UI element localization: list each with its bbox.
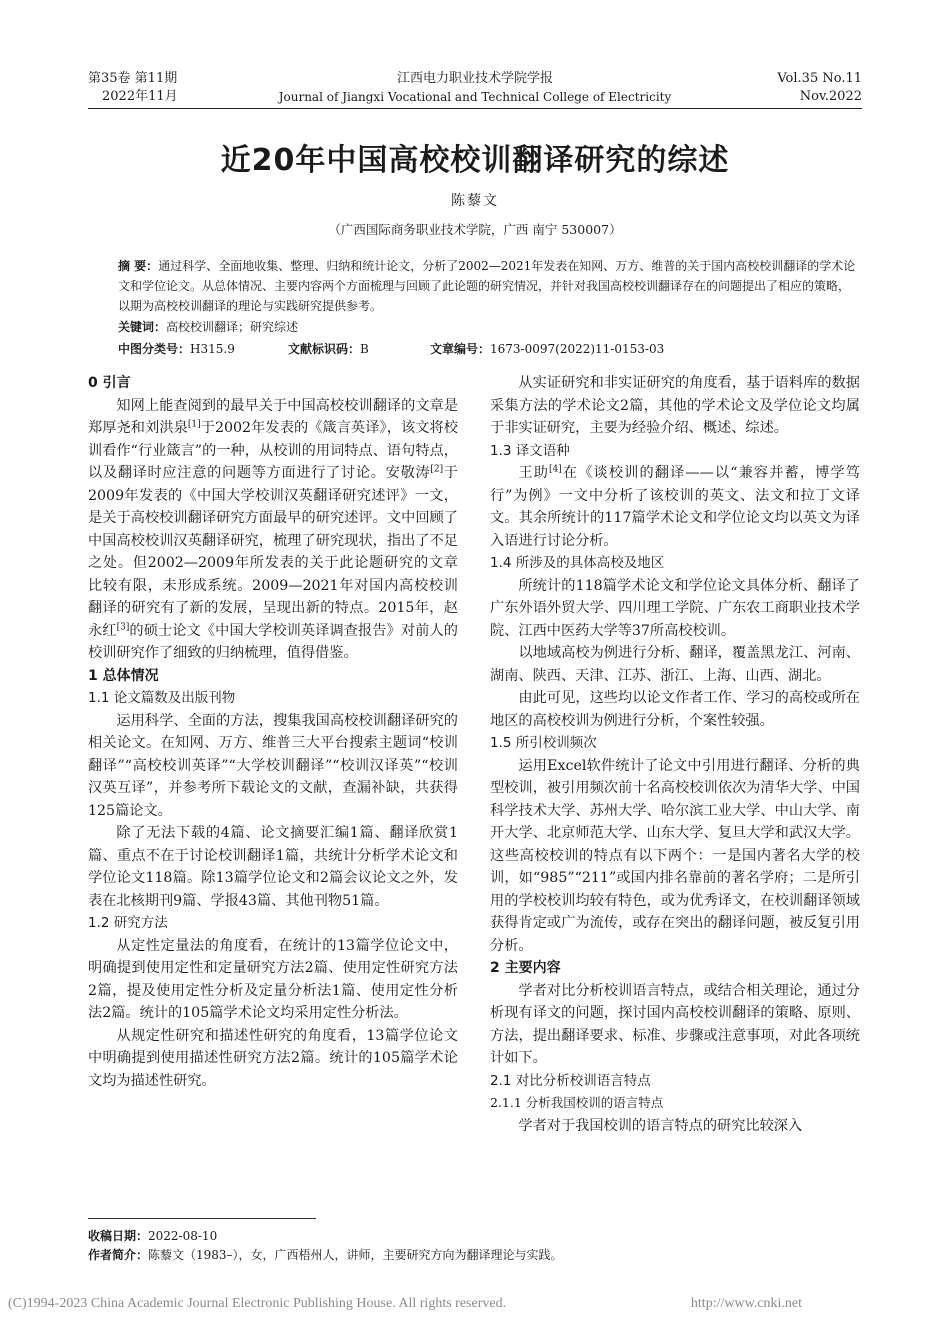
body-right-column xyxy=(490,372,860,1137)
paragraph: 除了无法下载的4篇、论文摘要汇编1篇、翻译欣赏1篇、重点不在于讨论校训翻译1篇，共统计分析学术论文和学位论文118篇。除13篇学位论文和2篇会议论文之外，发表在北核期刊9篇、学报43篇、其他刊物51篇。 xyxy=(88,825,458,909)
citation: [2] xyxy=(430,464,444,475)
section-heading: 2 主要内容 xyxy=(490,960,561,976)
copyright-text: (C)1994-2023 China Academic Journal Electronic Publishing House. All rights reserved. xyxy=(8,1296,507,1311)
paragraph: 学者对比分析校训语言特点，或结合相关理论，通过分析现有译文的问题，探讨国内高校校训翻译的策略、原则、方法，提出翻译要求、标准、步骤或注意事项，对此各项统计如下。 xyxy=(490,982,860,1066)
subsection-heading: 1.3 译文语种 xyxy=(490,442,570,459)
footnote-rule xyxy=(88,1218,316,1219)
paragraph: 运用Excel软件统计了论文中引用进行翻译、分析的典型校训，被引用频次前十名高校校训依次为清华大学、中国科学技术大学、苏州大学、哈尔滨工业大学、中山大学、南开大学、北京师范大学、山东大学、复旦大学和武汉大学。这些高校校训的特点有以下两个：一是国内著名大学的校训，如“985”“211”或国内排名靠前的著名学府；二是所引用的学校校训均较有特色，或为优秀译文，在校训翻译领域获得肯定或广为流传，或存在突出的翻译问题，被反复引用分析。 xyxy=(490,757,860,954)
bio-label: 作者简介： xyxy=(88,1248,149,1262)
article-number-label: 文章编号： xyxy=(430,342,491,356)
journal-name-en: Journal of Jiangxi Vocational and Technical College of Electricity xyxy=(278,90,672,104)
header-right xyxy=(777,70,862,106)
subsection-heading: 1.4 所涉及的具体高校及地区 xyxy=(490,555,665,571)
citation: [3] xyxy=(116,621,130,632)
date-en: Nov.2022 xyxy=(799,89,862,104)
received-date xyxy=(88,1226,217,1246)
abstract-text: 通过科学、全面地收集、整理、归纳和统计论文，分析了2002—2021年发表在知网、万方、维普的关于国内高校校训翻译的学术论文和学位论文。从总体情况、主要内容两个方面梳理与回顾了此论题的研究情况，并针对我国高校校训翻译存在的问题提出了相应的策略，以期为高校校训翻译的理论与实践研究提供参考。 xyxy=(118,259,856,313)
volume-issue-cn: 第35卷 第11期 xyxy=(88,71,178,86)
paper-title: 近20年中国高校校训翻译研究的综述 xyxy=(220,143,730,178)
author-name: 陈藜文 xyxy=(451,193,499,209)
header-rule xyxy=(88,108,862,109)
abstract-label: 摘 要： xyxy=(118,259,159,273)
header-left xyxy=(88,70,178,106)
subsection-heading: 1.2 研究方法 xyxy=(88,915,168,931)
subsection-heading: 1.5 所引校训频次 xyxy=(490,735,597,751)
clc-label: 中图分类号： xyxy=(118,342,191,356)
section-heading: 1 总体情况 xyxy=(88,667,159,684)
bio-text: 陈藜文（1983–），女，广西梧州人，讲师，主要研究方向为翻译理论与实践。 xyxy=(148,1248,563,1262)
keywords-label: 关键词： xyxy=(118,320,167,334)
received-label: 收稿日期： xyxy=(88,1229,149,1243)
author-affiliation: （广西国际商务职业技术学院，广西 南宁 530007） xyxy=(328,222,622,237)
subsection-heading: 1.1 论文篇数及出版刊物 xyxy=(88,690,236,706)
citation: [1] xyxy=(187,419,201,430)
date-cn: 2022年11月 xyxy=(102,89,178,104)
paragraph: 所统计的118篇学术论文和学位论文具体分析、翻译了广东外语外贸大学、四川理工学院、广东农工商职业技术学院、江西中医药大学等37所高校校训。 xyxy=(490,577,860,639)
article-number-value: 1673-0097(2022)11-0153-03 xyxy=(490,342,665,356)
subsection-heading: 2.1 对比分析校训语言特点 xyxy=(490,1072,651,1089)
paragraph: 以地域高校为例进行分析、翻译，覆盖黑龙江、河南、湖南、陕西、天津、江苏、浙江、上海、山西、湖北。 xyxy=(490,645,860,684)
body-left-column xyxy=(88,372,458,1092)
received-value: 2022-08-10 xyxy=(148,1229,218,1243)
paragraph: 学者对于我国校训的语言特点的研究比较深入 xyxy=(518,1117,803,1134)
journal-name-cn: 江西电力职业技术学院学报 xyxy=(396,71,553,86)
cnki-link[interactable]: http://www.cnki.net xyxy=(690,1296,802,1311)
paragraph: 运用科学、全面的方法，搜集我国高校校训翻译研究的相关论文。在知网、万方、维普三大平台搜索主题词“校训翻译”“高校校训英译”“大学校训翻译”“校训汉译英”“校训汉英互译”，并参考所下载论文的文献，查漏补缺，共获得125篇论文。 xyxy=(88,712,458,819)
paragraph: 由此可见，这些均以论文作者工作、学习的高校或所在地区的高校校训为例进行分析，个案性较强。 xyxy=(490,690,860,729)
header-center xyxy=(270,70,680,106)
section-heading: 0 引言 xyxy=(88,375,131,391)
clc-number xyxy=(118,340,235,357)
abstract xyxy=(118,256,860,316)
keywords xyxy=(118,318,298,335)
article-number xyxy=(430,340,664,357)
volume-issue-en: Vol.35 No.11 xyxy=(777,71,862,86)
subsubsection-heading: 2.1.1 分析我国校训的语言特点 xyxy=(490,1095,664,1110)
citation: [4] xyxy=(549,464,562,475)
doc-code-label: 文献标识码： xyxy=(288,342,361,356)
document-code xyxy=(288,340,369,357)
clc-value: H315.9 xyxy=(190,342,235,356)
paragraph: 从规定性研究和描述性研究的角度看，13篇学位论文中明确提到使用描述性研究方法2篇。统计的105篇学术论文均为描述性研究。 xyxy=(88,1027,458,1089)
keywords-text: 高校校训翻译；研究综述 xyxy=(166,320,299,334)
paragraph: 从定性定量法的角度看，在统计的13篇学位论文中，明确提到使用定性和定量研究方法2篇、使用定性研究方法2篇，提及使用定性分析及定量分析法1篇、使用定性分析法2篇。统计的105篇学术论文均采用定性分析法。 xyxy=(88,937,458,1021)
doc-code-value: B xyxy=(360,342,369,356)
paragraph: 知网上能查阅到的最早关于中国高校校训翻译的文章是郑厚尧和刘洪泉[1]于2002年发表的《箴言英译》，该文将校训看作“行业箴言”的一种，从校训的用词特点、语句特点，以及翻译时应注意的问题等方面进行了讨论。安敬涛[2]于2009年发表的《中国大学校训汉英翻译研究述评》一文，是关于高校校训翻译研究方面最早的研究述评。文中回顾了中国高校校训汉英翻译研究，梳理了研究现状，指出了不足之处。但2002—2009年所发表的关于此论题研究的文章比较有限，未形成系统。2009—2021年对国内高校校训翻译的研究有了新的发展，呈现出新的特点。2015年，赵永红[3]的硕士论文《中国大学校训英译调查报告》对前人的校训研究作了细致的归纳梳理，值得借鉴。 xyxy=(88,397,458,661)
paragraph: 从实证研究和非实证研究的角度看，基于语料库的数据采集方法的学术论文2篇，其他的学术论文及学位论文均属于非实证研究，主要为经验介绍、概述、综述。 xyxy=(490,375,860,436)
author-bio xyxy=(88,1245,563,1265)
paragraph: 王助[4]在《谈校训的翻译——以“兼容并蓄，博学笃行”为例》一文中分析了该校训的英文、法文和拉丁文译文。其余所统计的117篇学术论文和学位论文均以英文为译入语进行讨论分析。 xyxy=(490,464,860,549)
